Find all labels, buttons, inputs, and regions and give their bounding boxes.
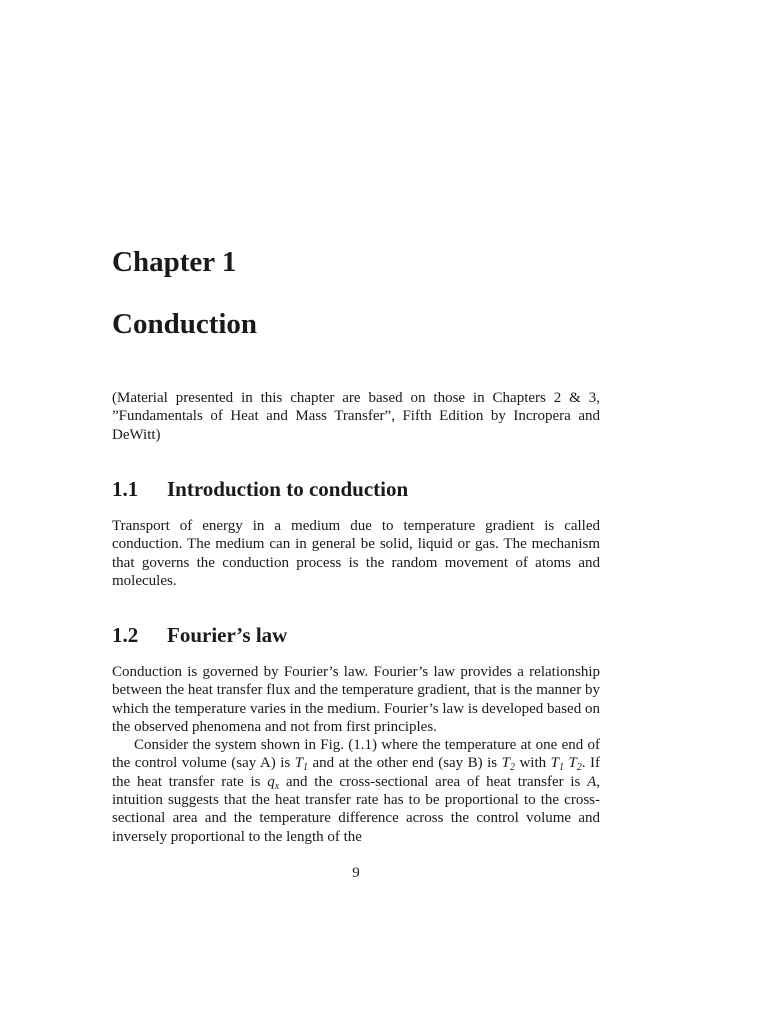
page-number: 9 — [352, 865, 360, 881]
symbol-t1 — [550, 755, 564, 774]
symbol-letter: q — [267, 773, 275, 790]
section-1-1-paragraph: Transport of energy in a medium due to temperature gradient is called conduction. The medium can in general be solid, liquid or gas. The mechanism that governs the conduction process is the random movement of atoms and molecules. — [112, 518, 600, 589]
section-heading-1-2 — [112, 622, 287, 648]
text-run: and the cross-sectional area of heat transfer is — [279, 773, 588, 790]
text-run: Consider the system shown in Fig. (1.1) where the temperature at one end of the control volume (say A) is — [112, 737, 600, 772]
text-run: , intuition suggests that the heat transfer rate has to be proportional to the cross-sectional area and the temperature difference across the control volume and inversely proportional to the length of the — [112, 773, 600, 845]
section-number: 1.1 — [112, 477, 139, 501]
text-run: and at the other end (say B) is — [308, 755, 502, 772]
section-1-2-paragraph-2 — [112, 736, 600, 846]
section-1-2-paragraph-1: Conduction is governed by Fourier’s law. Fourier’s law provides a relationship between the heat transfer flux and the temperature gradient, that is the manner by which the temperature varies in the medium. Fourier’s law is developed based on the observed phenomena and not from first principles. — [112, 664, 600, 735]
symbol-letter: T — [550, 755, 559, 772]
symbol-subscript: 1 — [558, 762, 564, 774]
chapter-title: Conduction — [112, 308, 258, 340]
symbol-qx — [267, 774, 279, 790]
section-title: Introduction to conduction — [167, 477, 409, 501]
section-number: 1.2 — [112, 623, 139, 647]
symbol-t2 — [568, 755, 582, 774]
symbol-letter: T — [501, 755, 510, 772]
document-page — [112, 0, 600, 1024]
section-1-2-body — [112, 663, 600, 846]
symbol-subscript: x — [274, 780, 280, 792]
text-run: with — [514, 755, 551, 772]
symbol-subscript: 1 — [303, 762, 309, 774]
symbol-subscript: 2 — [576, 762, 582, 774]
symbol-t1 — [294, 755, 309, 774]
symbol-a: A — [587, 773, 597, 790]
symbol-letter: T — [294, 755, 304, 772]
section-title: Fourier’s law — [167, 623, 288, 647]
text-run: . If the heat transfer rate is — [112, 755, 601, 790]
section-heading-1-1 — [112, 476, 408, 502]
symbol-letter: T — [568, 755, 577, 772]
symbol-t2 — [501, 755, 515, 774]
symbol-subscript: 2 — [509, 762, 515, 774]
chapter-label: Chapter 1 — [112, 246, 237, 278]
chapter-source-note: (Material presented in this chapter are based on those in Chapters 2 & 3, ”Fundamentals of Heat and Mass Transfer”, Fifth Edition by Incropera and DeWitt) — [112, 390, 600, 443]
